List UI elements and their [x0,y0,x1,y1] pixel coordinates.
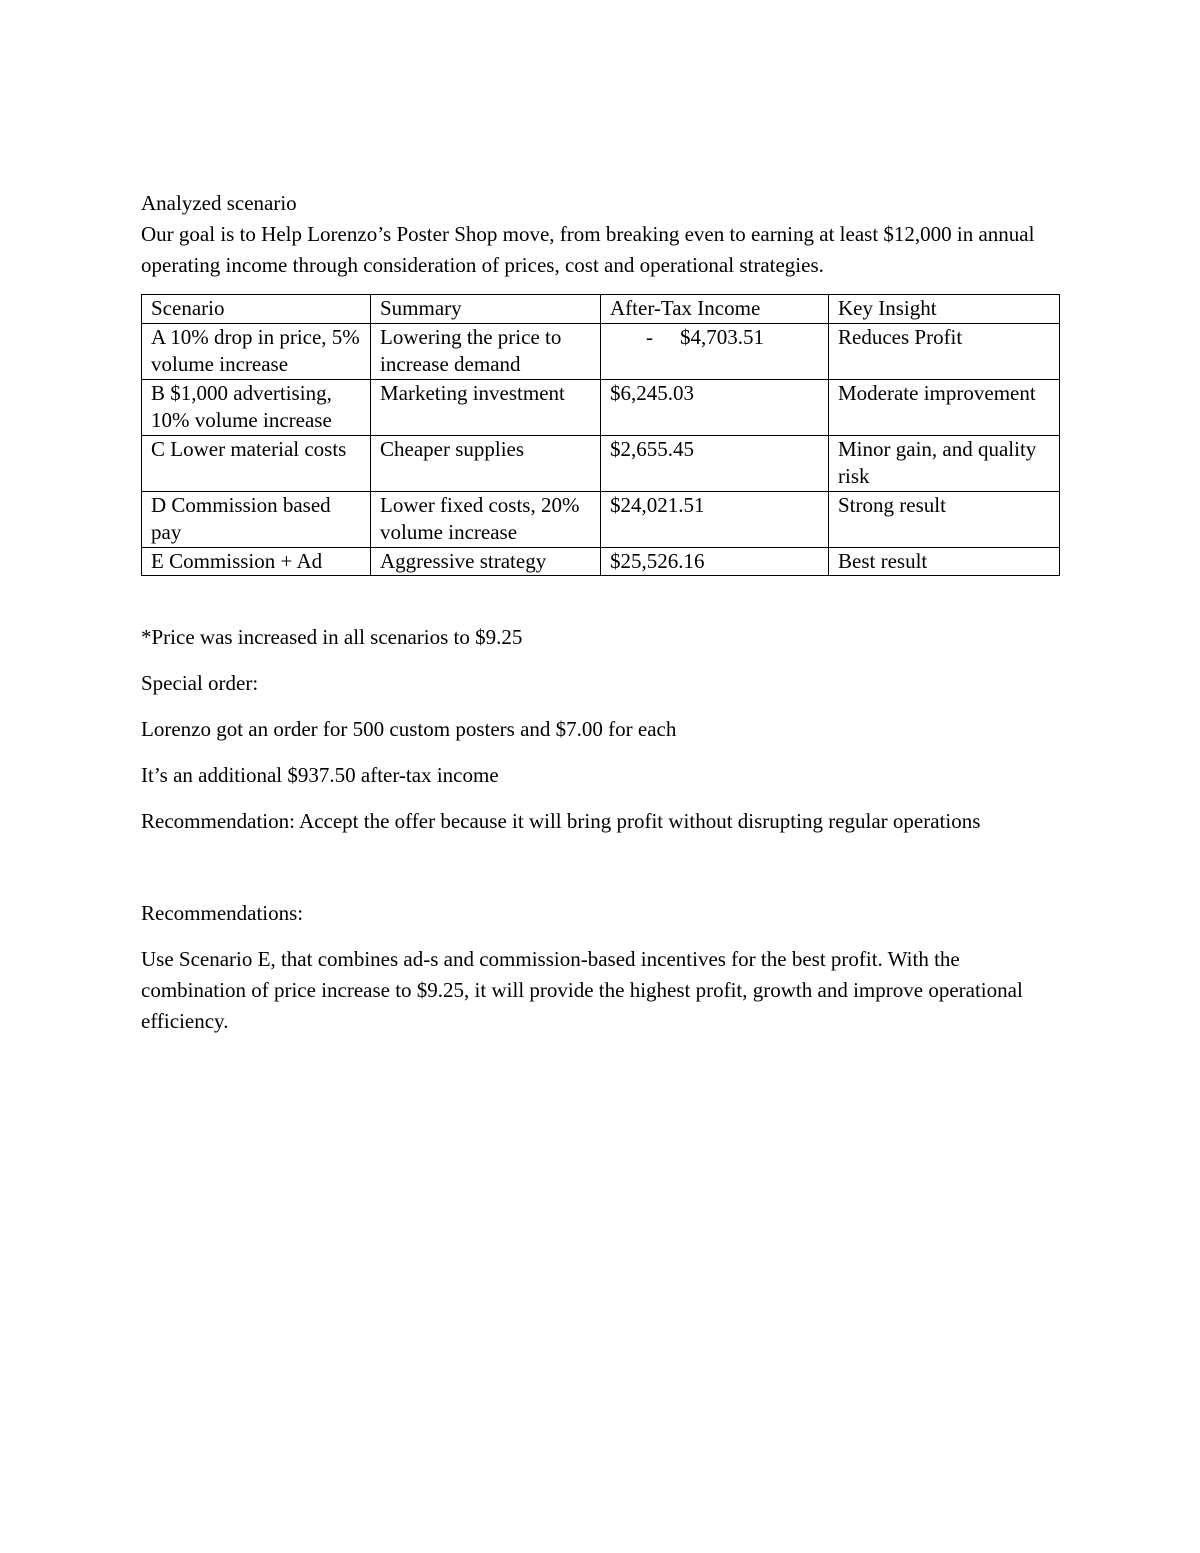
cell-scenario: E Commission + Ad [142,547,371,576]
column-header-key-insight: Key Insight [829,295,1060,324]
price-note: *Price was increased in all scenarios to $9.25 [141,625,523,649]
column-header-after-tax-income: After-Tax Income [601,295,829,324]
special-order-label: Special order: [141,671,259,695]
cell-income: $2,655.45 [601,435,829,491]
cell-insight: Reduces Profit [829,323,1060,379]
special-order-income: It’s an additional $937.50 after-tax income [141,763,499,787]
cell-scenario: B $1,000 advertising, 10% volume increase [142,379,371,435]
column-header-summary: Summary [371,295,601,324]
section-heading: Analyzed scenario [141,191,297,215]
cell-income: $24,021.51 [601,491,829,547]
cell-summary: Marketing investment [371,379,601,435]
income-value: $4,703.51 [680,324,764,349]
table-row [142,379,1060,435]
cell-insight: Best result [829,547,1060,576]
scenario-table [141,294,1060,576]
cell-summary: Cheaper supplies [371,435,601,491]
cell-insight: Moderate improvement [829,379,1060,435]
recommendations-body: Use Scenario E, that combines ad-s and commission-based incentives for the best profit. With the combination of price increase to $9.25, it will provide the highest profit, growth and improve operational efficiency. [141,947,1023,1033]
column-header-scenario: Scenario [142,295,371,324]
table-header-row [142,295,1060,324]
recommendations-label: Recommendations: [141,901,304,925]
cell-insight: Strong result [829,491,1060,547]
table-row [142,435,1060,491]
cell-income: $6,245.03 [601,379,829,435]
table-row [142,547,1060,576]
table-row [142,323,1060,379]
special-order-recommendation: Recommendation: Accept the offer because it will bring profit without disrupting regular operations [141,809,981,833]
cell-summary: Lowering the price to increase demand [371,323,601,379]
negative-sign: - [646,324,653,349]
cell-insight: Minor gain, and quality risk [829,435,1060,491]
cell-summary: Lower fixed costs, 20% volume increase [371,491,601,547]
intro-paragraph: Our goal is to Help Lorenzo’s Poster Shop move, from breaking even to earning at least $12,000 in annual operating income through consideration of prices, cost and operational strategies. [141,222,1035,277]
cell-income: $25,526.16 [601,547,829,576]
special-order-text: Lorenzo got an order for 500 custom posters and $7.00 for each [141,717,677,741]
cell-income [601,323,829,379]
document-page [141,188,1061,1037]
table-row [142,491,1060,547]
cell-scenario: D Commission based pay [142,491,371,547]
cell-scenario: C Lower material costs [142,435,371,491]
cell-summary: Aggressive strategy [371,547,601,576]
cell-scenario: A 10% drop in price, 5% volume increase [142,323,371,379]
